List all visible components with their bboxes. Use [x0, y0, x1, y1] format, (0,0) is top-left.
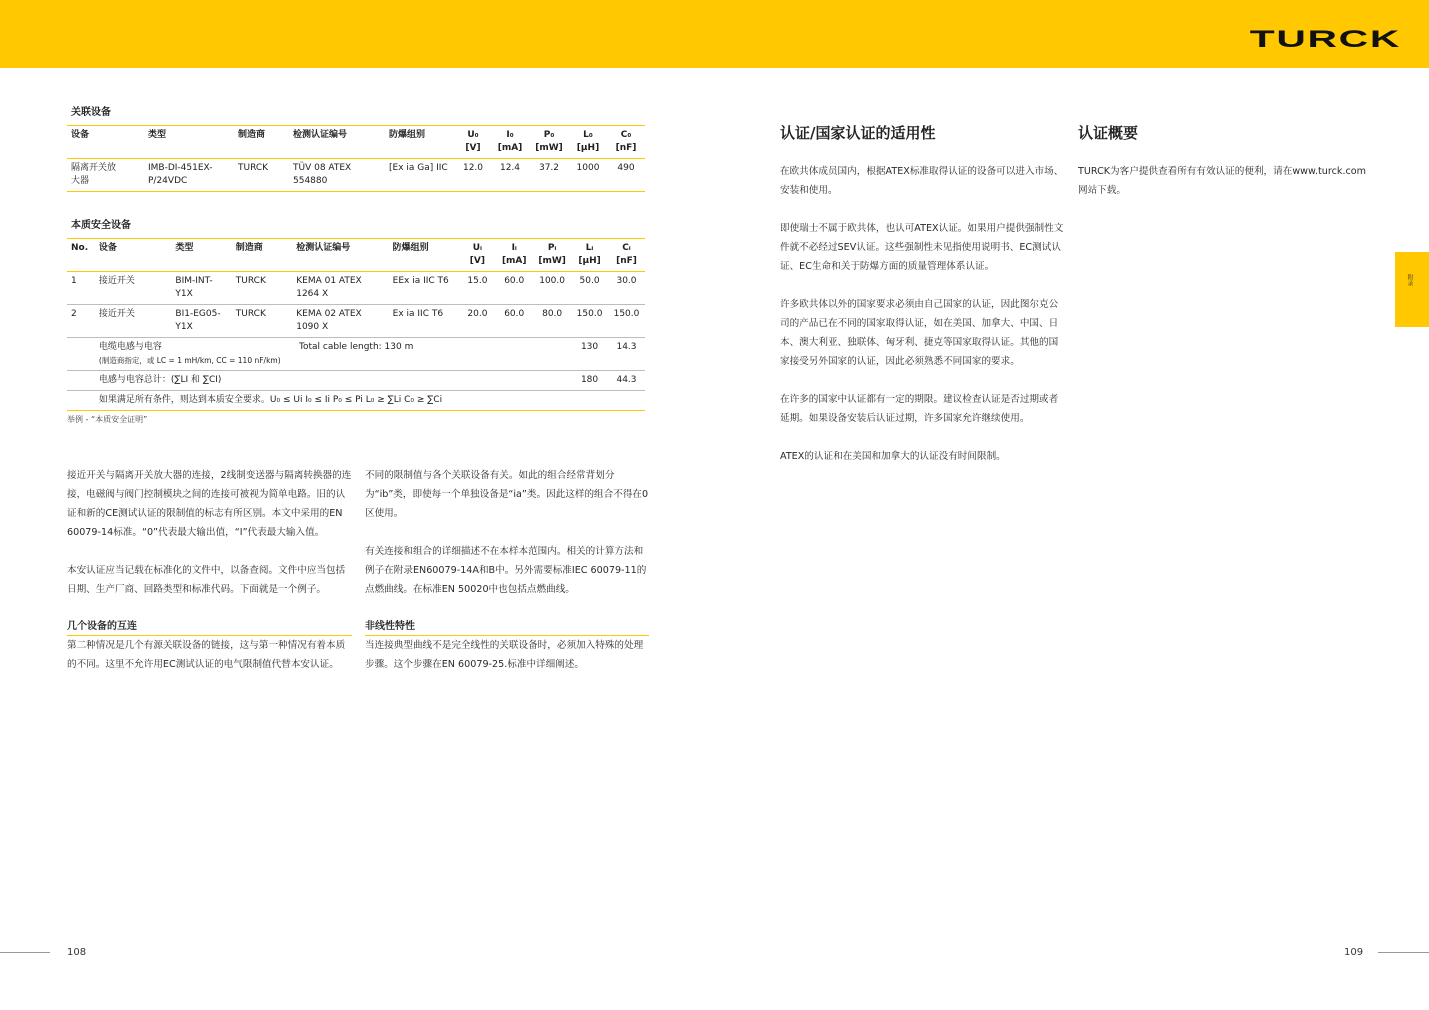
subheading: 非线性特性	[365, 618, 649, 636]
header-cell: 设备	[95, 239, 172, 272]
table-cell: 37.2	[538, 163, 560, 173]
paragraph: 有关连接和组合的详细描述不在本样本范围内。相关的计算方法和例子在附录EN60079-14A和B中。另外需要标准IEC 60079-11的点燃曲线。在标准EN 50020中也包括点燃曲线。	[365, 546, 647, 595]
table-cell: KEMA 01 ATEX 1264 X	[296, 276, 362, 299]
table-cell: TURCK	[235, 309, 266, 319]
paragraph: ATEX的认证和在美国和加拿大的认证没有时间限制。	[780, 451, 1006, 462]
table-cell: 1	[71, 276, 77, 286]
paragraph: 第二种情况是几个有源关联设备的链接，这与第一种情况有着本质的不同。这里不允许用EC测试认证的电气限制值代替本安认证。	[67, 640, 346, 670]
table-cell: 12.0	[462, 163, 484, 173]
header-cell: P₀ [mW]	[529, 126, 569, 159]
left-column-1	[67, 466, 352, 674]
intrinsic-table	[67, 238, 645, 411]
paragraph: 接近开关与隔离开关放大器的连接，2线制变送器与隔离转换器的连接，电磁阀与阀门控制模块之间的连接可被视为简单电路。旧的认证和新的CE测试认证的限制值的标志有所区别。本文中采用的EN 60079-14标准。“0”代表最大输出值，“I”代表最大输入值。	[67, 470, 352, 538]
table-cell: EEx ia IIC T6	[392, 276, 449, 286]
header-cell: 类型	[144, 126, 234, 159]
header-cell: 防爆组别	[389, 239, 460, 272]
table-cell: 180	[580, 375, 599, 385]
associated-title: 关联设备	[71, 107, 111, 118]
table-cell: 80.0	[542, 309, 563, 319]
header-cell: I₀ [mA]	[491, 126, 529, 159]
section-tab-label: 附录	[1406, 274, 1413, 286]
header-cell: 检测认证编号	[292, 239, 388, 272]
table-cell: 50.0	[579, 276, 600, 286]
paragraph: 许多欧共体以外的国家要求必须由自己国家的认证，因此图尔克公司的产品已在不同的国家取得认证，如在美国、加拿大、中国、日本、澳大利亚、独联体、匈牙利、捷克等国家取得认证。其他的国家接受另外国家的认证，因此必须熟悉不同国家的要求。	[780, 299, 1059, 367]
table-cell: 15.0	[467, 276, 488, 286]
header-cell: U₀ [V]	[455, 126, 491, 159]
table-cell: 2	[71, 309, 77, 319]
paragraph: 当连接典型曲线不是完全线性的关联设备时，必须加入特殊的处理步骤。这个步骤在EN 60079-25.标准中详细阐述。	[365, 640, 644, 670]
table-cell: Ex ia IIC T6	[392, 309, 444, 319]
table-cell: BIM-INT- Y1X	[175, 276, 213, 299]
cable-length-text: Total cable length: 130 m	[299, 342, 414, 352]
table-cell: 60.0	[504, 276, 525, 286]
paragraph: 在许多的国家中认证都有一定的期限。建议检查认证是否过期或者延期。如果设备安装后认证过期，许多国家允许继续使用。	[780, 394, 1059, 424]
header-bar	[0, 0, 1429, 68]
table-cell: TÜV 08 ATEX 554880	[293, 163, 352, 186]
table-cell: 隔离开关放 大器	[71, 163, 117, 186]
header-cell: Iᵢ [mA]	[495, 239, 533, 272]
table-cell: 14.3	[616, 342, 637, 352]
header-cell: 制造商	[234, 126, 289, 159]
header-cell: 防爆组别	[385, 126, 455, 159]
table-cell: [Ex ia Ga] IIC	[389, 163, 448, 173]
condition-text: 如果满足所有条件，则达到本质安全要求。U₀ ≤ Ui I₀ ≤ Ii P₀ ≤ Pi L₀ ≥ ∑Li C₀ ≥ ∑Ci	[98, 395, 443, 405]
header-cell: Cᵢ [nF]	[608, 239, 645, 272]
page-number-right: 109	[1344, 947, 1364, 958]
table-cell: TURCK	[235, 276, 266, 286]
condition-row	[67, 391, 645, 411]
intrinsic-title: 本质安全设备	[71, 220, 131, 231]
total-label: 电感与电容总计：(∑LI 和 ∑CI)	[98, 375, 222, 385]
header-cell: 类型	[171, 239, 231, 272]
table-cell	[67, 371, 95, 391]
paragraph: TURCK为客户提供查看所有有效认证的便利，请在www.turck.com网站下载。	[1078, 166, 1366, 196]
header-cell: 制造商	[232, 239, 292, 272]
page-number-left: 108	[67, 947, 87, 958]
table-cell: 150.0	[576, 309, 603, 319]
table-cell: 20.0	[467, 309, 488, 319]
table-cell: 1000	[576, 163, 600, 173]
header-cell: 检测认证编号	[289, 126, 385, 159]
table-cell	[67, 391, 95, 411]
table-cell: BI1-EG05- Y1X	[175, 309, 221, 332]
table-row	[67, 159, 645, 192]
paragraph: 在欧共体成员国内，根据ATEX标准取得认证的设备可以进入市场、安装和使用。	[780, 166, 1064, 196]
paragraph: 即使瑞士不属于欧共体，也认可ATEX认证。如果用户提供强制性文件就不必经过SEV认证。这些强制性未见指使用说明书、EC测试认证、EC生命和关于防爆方面的质量管理体系认证。	[780, 223, 1064, 272]
header-cell: Lᵢ [µH]	[571, 239, 608, 272]
table-cell: 30.0	[616, 276, 637, 286]
header-cell: No.	[67, 239, 95, 272]
table-header-row	[67, 239, 645, 272]
table-cell: 44.3	[616, 375, 637, 385]
right-column-1	[780, 162, 1065, 485]
header-cell: Pᵢ [mW]	[533, 239, 571, 272]
turck-logo: TURCK	[1249, 26, 1401, 53]
header-cell: 设备	[67, 126, 144, 159]
footer-rule-right	[1378, 952, 1429, 953]
table-cell: IMB-DI-451EX- P/24VDC	[148, 163, 213, 186]
table-cell: 60.0	[504, 309, 525, 319]
total-row	[67, 371, 645, 391]
cable-note: (制造商指定，或 LC = 1 mH/km, CC = 110 nF/km)	[98, 356, 281, 365]
header-cell: C₀ [nF]	[607, 126, 645, 159]
paragraph: 不同的限制值与各个关联设备有关。如此的组合经常背划分为“ib”类，即使每一个单独设备是“ia”类。因此这样的组合不得在0区使用。	[365, 470, 649, 519]
paragraph: 本安认证应当记载在标准化的文件中，以备查阅。文件中应当包括日期、生产厂商、回路类型和标准代码。下面就是一个例子。	[67, 565, 346, 595]
table-cell: 12.4	[499, 163, 521, 173]
section-tab[interactable]	[1395, 252, 1429, 327]
footer-rule-left	[0, 952, 50, 953]
table-cell: 接近开关	[98, 309, 135, 319]
cable-label: 电缆电感与电容	[98, 342, 162, 352]
associated-table	[67, 125, 645, 192]
table-header-row	[67, 126, 645, 159]
table-caption: 举例 - “本质安全证明”	[67, 415, 148, 424]
table-row	[67, 272, 645, 305]
right-heading-1: 认证/国家认证的适用性	[780, 124, 936, 142]
right-heading-2: 认证概要	[1078, 124, 1139, 142]
subheading: 几个设备的互连	[67, 618, 352, 636]
table-cell: 490	[617, 163, 635, 173]
cable-length	[389, 338, 571, 371]
header-cell: Uᵢ [V]	[460, 239, 496, 272]
table-cell: TURCK	[238, 163, 269, 173]
table-cell: 130	[580, 342, 599, 352]
table-cell: 150.0	[613, 309, 640, 319]
table-cell: 接近开关	[98, 276, 135, 286]
right-column-2	[1078, 162, 1368, 219]
table-cell: 100.0	[539, 276, 565, 286]
left-column-2	[365, 466, 649, 674]
table-row	[67, 305, 645, 338]
header-cell: L₀ [µH]	[569, 126, 607, 159]
table-cell	[67, 338, 95, 371]
table-cell: KEMA 02 ATEX 1090 X	[296, 309, 362, 332]
